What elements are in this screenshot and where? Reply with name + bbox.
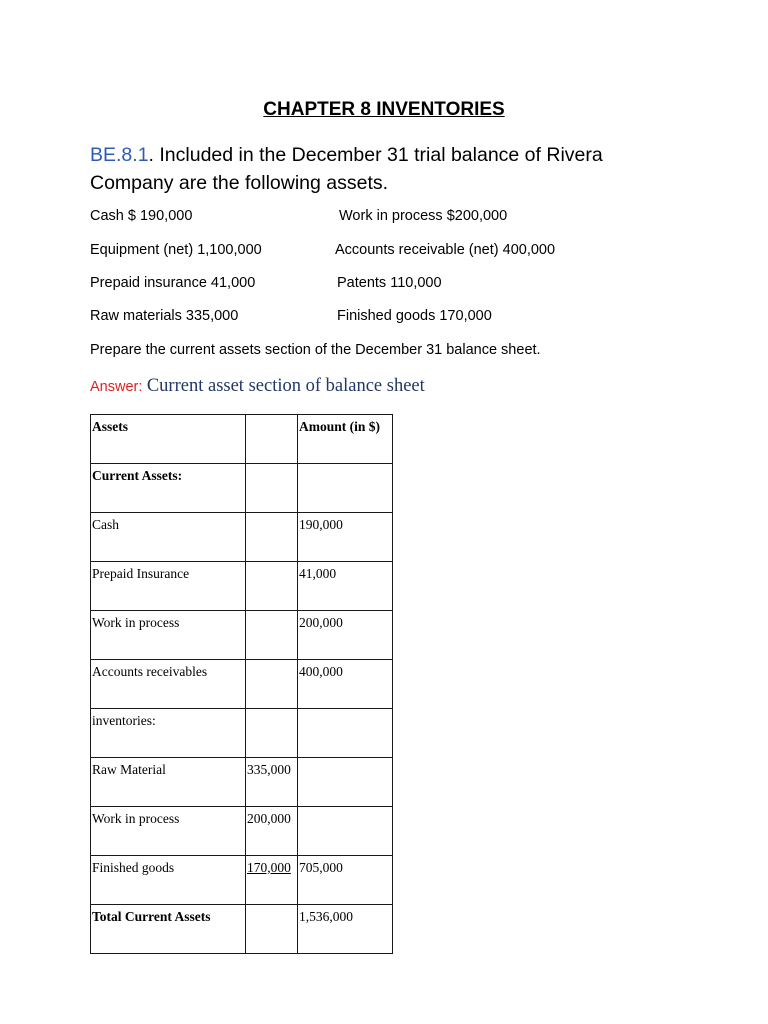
answer-label: Answer:: [90, 379, 143, 395]
asset-item: Accounts receivable (net) 400,000: [335, 242, 556, 258]
row-subtotal: [246, 905, 298, 954]
balance-sheet-table: [90, 414, 393, 954]
table-row: [91, 660, 393, 709]
row-label: Raw Material: [91, 758, 246, 807]
exercise-reference: BE.8.1: [90, 144, 149, 166]
row-amount: 1,536,000: [298, 905, 393, 954]
row-amount: [298, 709, 393, 758]
header-assets: Assets: [91, 415, 246, 464]
table-row: [91, 464, 393, 513]
row-subtotal: [246, 660, 298, 709]
row-label: Total Current Assets: [91, 905, 246, 954]
asset-item: Patents 110,000: [337, 275, 442, 291]
table-total-row: [91, 905, 393, 954]
row-amount: 200,000: [298, 611, 393, 660]
table-row: [91, 562, 393, 611]
header-blank: [246, 415, 298, 464]
answer-heading: [90, 376, 425, 397]
row-amount: 400,000: [298, 660, 393, 709]
row-label: inventories:: [91, 709, 246, 758]
table-row: [91, 709, 393, 758]
row-subtotal: [246, 562, 298, 611]
row-label: Cash: [91, 513, 246, 562]
asset-item: Work in process $200,000: [339, 208, 508, 224]
answer-title: Current asset section of balance sheet: [146, 376, 425, 396]
intro-text: . Included in the December 31 trial balance of Rivera Company are the following assets.: [90, 144, 603, 194]
asset-item: Raw materials 335,000: [90, 308, 239, 324]
row-label: Prepaid Insurance: [91, 562, 246, 611]
row-label: Finished goods: [91, 856, 246, 905]
row-label: Work in process: [91, 807, 246, 856]
table-row: [91, 513, 393, 562]
table-header-row: [91, 415, 393, 464]
row-label: Accounts receivables: [91, 660, 246, 709]
asset-item: Cash $ 190,000: [90, 208, 193, 224]
row-amount: [298, 464, 393, 513]
row-subtotal: [246, 513, 298, 562]
row-amount: 705,000: [298, 856, 393, 905]
row-label: Current Assets:: [91, 464, 246, 513]
asset-item: Prepaid insurance 41,000: [90, 275, 256, 291]
header-amount: Amount (in $): [298, 415, 393, 464]
asset-item: Equipment (net) 1,100,000: [90, 242, 262, 258]
row-subtotal: 200,000: [246, 807, 298, 856]
row-amount: 190,000: [298, 513, 393, 562]
table-row: [91, 611, 393, 660]
table-row: [91, 807, 393, 856]
row-subtotal: [246, 464, 298, 513]
row-subtotal: 335,000: [246, 758, 298, 807]
row-subtotal: 170,000: [246, 856, 298, 905]
problem-intro: [90, 141, 690, 197]
row-amount: [298, 807, 393, 856]
row-label: Work in process: [91, 611, 246, 660]
instruction-text: Prepare the current assets section of the December 31 balance sheet.: [90, 342, 541, 358]
asset-item: Finished goods 170,000: [337, 308, 492, 324]
table-row: [91, 758, 393, 807]
row-subtotal: [246, 709, 298, 758]
row-subtotal: [246, 611, 298, 660]
page-title: CHAPTER 8 INVENTORIES: [263, 99, 505, 120]
table-row: [91, 856, 393, 905]
row-amount: [298, 758, 393, 807]
row-amount: 41,000: [298, 562, 393, 611]
